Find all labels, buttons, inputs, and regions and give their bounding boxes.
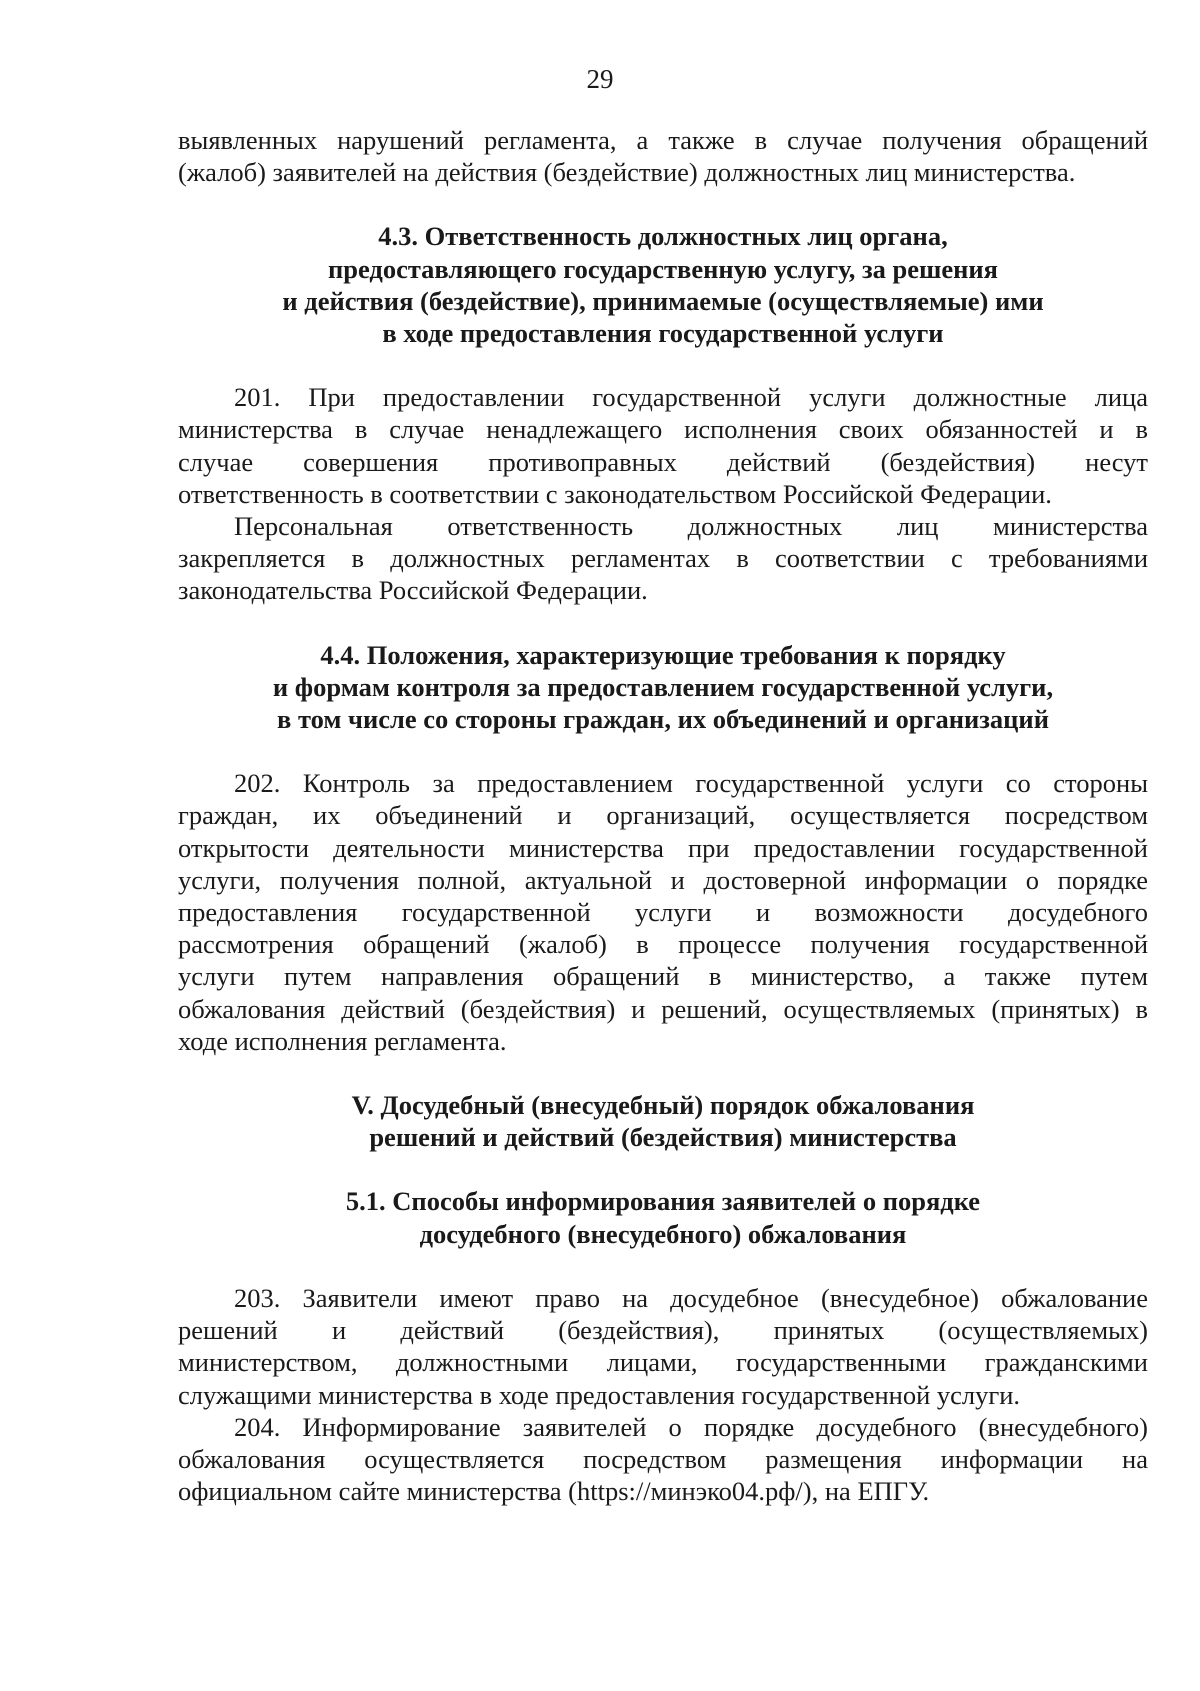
- text-line: Персональная ответственность должностных лиц министерства: [234, 511, 1148, 542]
- paragraph-204: [178, 1411, 1148, 1508]
- heading-line: в ходе предоставления государственной услуги: [382, 318, 944, 349]
- text-line: открытости деятельности министерства при предоставлении государственной: [178, 832, 1148, 863]
- heading-line: 4.3. Ответственность должностных лиц органа,: [378, 221, 948, 252]
- paragraph-201-personal: [178, 510, 1148, 607]
- heading-line: досудебного (внесудебного) обжалования: [419, 1218, 907, 1249]
- text-line: обжалования действий (бездействия) и решений, осуществляемых (принятых) в: [178, 993, 1148, 1024]
- text-line: услуги путем направления обращений в министерство, а также путем: [178, 961, 1148, 992]
- heading-line: и действия (бездействие), принимаемые (осуществляемые) ими: [282, 285, 1044, 316]
- text-line: предоставления государственной услуги и возможности досудебного: [178, 897, 1148, 928]
- text-line: ходе исполнения регламента.: [178, 1025, 507, 1056]
- page-number: 29: [586, 64, 614, 94]
- section-heading-5-1: [178, 1185, 1148, 1249]
- text-line: решений и действий (бездействия), принятых (осуществляемых): [178, 1315, 1148, 1346]
- heading-line: в том числе со стороны граждан, их объединений и организаций: [277, 704, 1049, 735]
- text-line: услуги, получения полной, актуальной и достоверной информации о порядке: [178, 864, 1148, 895]
- text-line: 202. Контроль за предоставлением государственной услуги со стороны: [234, 768, 1148, 799]
- text-line: граждан, их объединений и организаций, осуществляется посредством: [178, 800, 1148, 831]
- text-line: (жалоб) заявителей на действия (бездействие) должностных лиц министерства.: [178, 157, 1076, 188]
- text-line: выявленных нарушений регламента, а также в случае получения обращений: [178, 125, 1148, 155]
- text-line: законодательства Российской Федерации.: [178, 575, 648, 606]
- text-line: закрепляется в должностных регламентах в соответствии с требованиями: [178, 543, 1148, 574]
- paragraph-201: [178, 381, 1148, 510]
- heading-line: и формам контроля за предоставлением государственной услуги,: [272, 671, 1054, 702]
- chapter-heading-v: [178, 1089, 1148, 1153]
- heading-line: предоставляющего государственную услугу, за решения: [328, 253, 998, 284]
- heading-line: 5.1. Способы информирования заявителей о порядке: [345, 1186, 981, 1217]
- paragraph-203: [178, 1282, 1148, 1411]
- heading-line: решений и действий (бездействия) министерства: [369, 1122, 957, 1153]
- heading-line: V. Досудебный (внесудебный) порядок обжалования: [351, 1090, 975, 1121]
- text-line: служащими министерства в ходе предоставления государственной услуги.: [178, 1379, 1021, 1410]
- document-body: [178, 124, 1148, 1507]
- heading-line: 4.4. Положения, характеризующие требования к порядку: [320, 639, 1006, 670]
- text-line: рассмотрения обращений (жалоб) в процессе получения государственной: [178, 929, 1148, 960]
- section-heading-4-4: [178, 639, 1148, 736]
- text-line: обжалования осуществляется посредством размещения информации на: [178, 1443, 1148, 1474]
- paragraph-202: [178, 767, 1148, 1057]
- text-line: 204. Информирование заявителей о порядке досудебного (внесудебного): [234, 1411, 1148, 1442]
- text-line: 201. При предоставлении государственной услуги должностные лица: [234, 382, 1148, 413]
- text-line: случае совершения противоправных действий (бездействия) несут: [178, 446, 1148, 477]
- text-line: ответственность в соответствии с законодательством Российской Федерации.: [178, 478, 1052, 509]
- text-line: министерства в случае ненадлежащего исполнения своих обязанностей и в: [178, 414, 1148, 445]
- text-line: 203. Заявители имеют право на досудебное (внесудебное) обжалование: [234, 1282, 1148, 1313]
- intro-paragraph: [178, 124, 1148, 188]
- section-heading-4-3: [178, 220, 1148, 349]
- text-line: министерством, должностными лицами, государственными гражданскими: [178, 1347, 1148, 1378]
- text-line: официальном сайте министерства (https://минэко04.рф/), на ЕПГУ.: [178, 1476, 930, 1507]
